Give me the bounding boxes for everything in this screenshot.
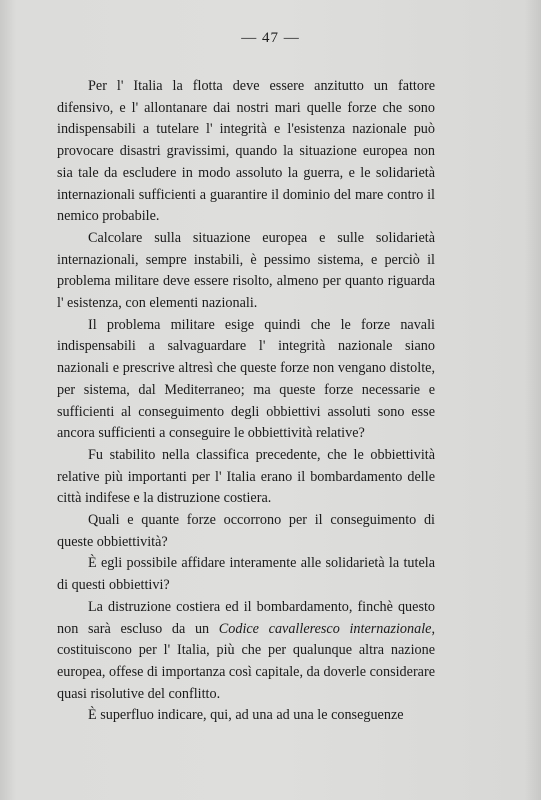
paragraph-2: Calcolare sulla situazione europea e sulle solidarietà internazionali, sempre instabili, è pessimo sistema, e perciò il problema militare deve essere risolto, almeno per quanto riguarda l' esistenza, con elementi nazionali.	[57, 229, 435, 312]
paragraph-3: Il problema militare esige quindi che le forze navali indispensabili a salvaguardare l' integrità nazionale siano nazionali e prescrive altresì che queste forze non vengano distolte, per sistema, dal Mediterraneo; ma queste forze necessarie e sufficienti al conseguimento degli obbiettivi assoluti sono esse ancora sufficienti a conseguire le obbiettività relative?	[57, 316, 435, 442]
paragraph-8: È superfluo indicare, qui, ad una ad una le conseguenze	[88, 707, 404, 724]
page-number: — 47 —	[241, 30, 300, 46]
paragraph-6: È egli possibile affidare interamente alle solidarietà la tutela di questi obbiettivi?	[57, 555, 435, 594]
italic-title: Codice cavalleresco internazionale	[218, 620, 432, 637]
paragraph-4: Fu stabilito nella classifica precedente, che le obbiettività relative più importanti per l' Italia erano il bombardamento delle città indifese e la distruzione costiera.	[57, 446, 435, 507]
paragraph-7	[57, 597, 435, 706]
paragraph-7-text-after: , costituiscono per l' Italia, più che per qualunque altra nazione europea, offese di importanza così capitale, da doverle considerare quasi risolutive del conflitto.	[57, 620, 435, 702]
paragraph-7-text-before: La distruzione costiera ed il bombardamento, finchè questo non sarà escluso da un	[57, 598, 435, 637]
paragraph-1: Per l' Italia la flotta deve essere anzitutto un fattore difensivo, e l' allontanare dai nostri mari quelle forze che sono indispensabili a tutelare l' integrità e l'esistenza nazionale può provocare disastri gravissimi, quando la situazione europea non sia tale da escludere in modo assoluto la guerra, e le solidarietà internazionali sufficienti a guarantire il dominio del mare contro il nemico probabile.	[57, 78, 435, 225]
paragraph-5: Quali e quante forze occorrono per il conseguimento di queste obbiettività?	[57, 512, 435, 550]
body-text	[57, 76, 435, 727]
